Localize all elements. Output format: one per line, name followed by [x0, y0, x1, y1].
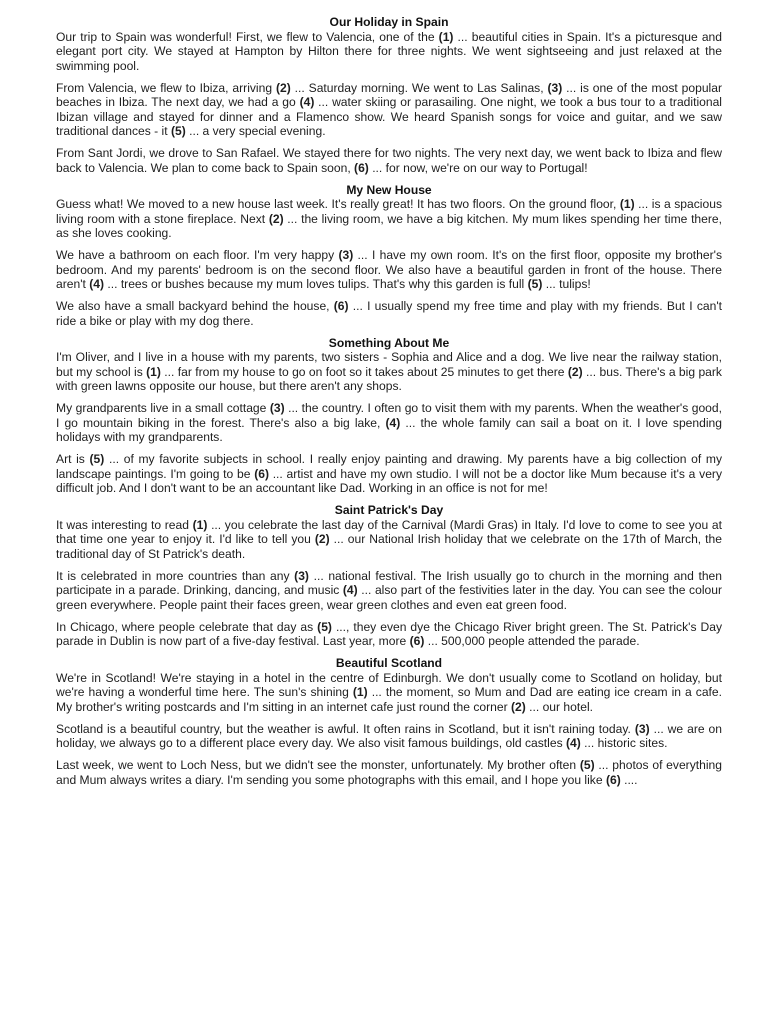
- text-run: ... is a spacious living room with a stone fireplace. Next: [56, 197, 722, 226]
- text-run: ... is one of the most popular beaches in Ibiza. The next day, we had a go: [56, 80, 723, 109]
- gap-number: (4): [89, 277, 105, 291]
- gap-number: (2): [511, 699, 526, 714]
- text-section: [56, 336, 722, 496]
- text-run: ... far from my house to go on foot so it takes about 25 minutes to get there: [160, 364, 568, 379]
- paragraph: [56, 146, 722, 175]
- paragraph: [56, 248, 722, 292]
- text-run: ... our hotel.: [525, 699, 594, 714]
- text-run: ... a very special evening.: [185, 124, 326, 138]
- text-run: ... for now, we're on our way to Portugal!: [368, 160, 588, 175]
- paragraph: [56, 452, 722, 496]
- paragraph: [56, 299, 722, 328]
- text-run: ... the whole family can sail a boat on it. I love spending holidays with my grandparents.: [56, 415, 723, 444]
- text-section: [56, 503, 722, 649]
- paragraph: [56, 518, 722, 562]
- gap-number: (5): [579, 758, 595, 772]
- text-run: ... our National Irish holiday that we celebrate on the 17th of March, the traditional day of St Patrick's death.: [56, 532, 722, 561]
- section-title: Saint Patrick's Day: [334, 503, 444, 517]
- paragraph: [56, 722, 722, 751]
- paragraph: [56, 30, 722, 74]
- text-run: ... artist and have my own studio. I will not be a doctor like Mum because it's a very difficult job. And I don't want to be an accountant like Dad. Working in an office is not for me!: [56, 466, 722, 495]
- gap-number: (6): [605, 772, 621, 787]
- gap-number: (3): [634, 721, 650, 736]
- text-run: Our trip to Spain was wonderful! First, we flew to Valencia, one of the: [56, 29, 439, 44]
- text-run: ... we are on holiday, we always go to a different place every day. We also visit famous buildings, old castles: [56, 721, 722, 750]
- gap-number: (5): [89, 452, 105, 466]
- paragraph: [56, 620, 722, 649]
- text-run: ... I usually spend my free time and play with my friends. But I can't ride a bike or play with my dog there.: [56, 299, 723, 328]
- text-section: [56, 656, 722, 787]
- gap-number: (4): [342, 583, 358, 597]
- gap-number: (4): [385, 415, 401, 430]
- text-run: In Chicago, where people celebrate that day as: [56, 619, 318, 634]
- text-run: My grandparents live in a small cottage: [56, 401, 270, 415]
- text-run: It was interesting to read: [56, 517, 193, 532]
- text-run: Art is: [56, 452, 90, 466]
- gap-number: (1): [438, 29, 454, 44]
- paragraph: [56, 81, 722, 139]
- worksheet-page: [56, 15, 722, 795]
- text-run: ... the country. I often go to visit them with my parents. When the weather's good, I go mountain biking in the forest. There's also a big lake,: [56, 401, 722, 430]
- text-run: Last week, we went to Loch Ness, but we didn't see the monster, unfortunately. My brother often: [56, 758, 580, 772]
- text-run: It is celebrated in more countries than any: [56, 568, 295, 583]
- gap-number: (5): [317, 619, 332, 634]
- paragraph: [56, 671, 722, 715]
- gap-number: (3): [338, 248, 354, 262]
- text-run: ..., they even dye the Chicago River bright green. The St. Patrick's Day parade in Dublin is now part of a five-day festival. Last year, more: [56, 619, 722, 648]
- text-run: I'm Oliver, and I live in a house with my parents, two sisters - Sophia and Alice and a dog. We live near the railway station, but my school is: [56, 350, 722, 379]
- text-run: ....: [620, 772, 638, 787]
- text-run: We have a bathroom on each floor. I'm very happy: [56, 248, 339, 262]
- text-run: We're in Scotland! We're staying in a hotel in the centre of Edinburgh. We don't usually come to Scotland on holiday, but we're having a wonderful time here. The sun's shining: [56, 670, 722, 699]
- gap-number: (3): [294, 568, 309, 583]
- text-run: ... tulips!: [542, 277, 591, 291]
- text-run: Scotland is a beautiful country, but the weather is awful. It often rains in Scotland, but it isn't raining today.: [56, 721, 635, 736]
- text-run: ... of my favorite subjects in school. I really enjoy painting and drawing. My parents have a big collection of my landscape paintings. I'm going to be: [56, 452, 722, 481]
- gap-number: (3): [269, 401, 285, 415]
- gap-number: (2): [268, 211, 284, 226]
- text-run: ... bus. There's a big park with green lawns opposite our house, but there aren't any shops.: [56, 364, 722, 393]
- gap-number: (1): [146, 364, 161, 379]
- text-run: ... the living room, we have a big kitchen. My mum likes spending her time there, as she loves cooking.: [56, 211, 722, 240]
- text-run: ... historic sites.: [580, 736, 668, 750]
- text-section: [56, 15, 722, 175]
- paragraph: [56, 197, 722, 241]
- gap-number: (4): [299, 95, 315, 109]
- gap-number: (2): [275, 80, 291, 95]
- gap-number: (1): [192, 517, 208, 532]
- gap-number: (4): [566, 736, 581, 750]
- text-run: ... beautiful cities in Spain. It's a picturesque and elegant port city. We stayed at Hampton by Hilton there for three nights. We went sightseeing and just relaxed at the swimming pool.: [56, 29, 723, 73]
- gap-number: (1): [619, 197, 635, 211]
- gap-number: (5): [527, 277, 543, 291]
- text-section: [56, 183, 722, 329]
- gap-number: (3): [547, 80, 563, 95]
- text-run: ... 500,000 people attended the parade.: [424, 634, 640, 648]
- paragraph: [56, 350, 722, 394]
- text-run: ... you celebrate the last day of the Carnival (Mardi Gras) in Italy. I'd love to come to see you at that time one year to enjoy it. I'd like to tell you: [56, 517, 722, 546]
- text-run: Guess what! We moved to a new house last week. It's really great! It has two floors. On the ground floor,: [56, 197, 620, 211]
- gap-number: (6): [354, 160, 369, 175]
- gap-number: (6): [409, 634, 425, 648]
- paragraph: [56, 401, 722, 445]
- gap-number: (5): [170, 124, 186, 138]
- section-title: Our Holiday in Spain: [329, 15, 449, 29]
- gap-number: (6): [254, 466, 269, 481]
- text-run: ... water skiing or parasailing. One night, we took a bus tour to a traditional Ibizan village and stayed for dinner and a Flamenco show. We heard Spanish songs for voice and guitar, and we saw traditional dances - it: [56, 95, 722, 138]
- text-run: From Valencia, we flew to Ibiza, arriving: [56, 80, 276, 95]
- text-run: ... the moment, so Mum and Dad are eating ice cream in a cafe. My brother's writing postcards and I'm sitting in an internet cafe just round the corner: [56, 685, 723, 714]
- text-run: ... Saturday morning. We went to Las Salinas,: [290, 80, 548, 95]
- text-run: ... national festival. The Irish usually go to church in the morning and then participate in a parade. Drinking, dancing, and music: [56, 568, 722, 597]
- text-run: We also have a small backyard behind the house,: [56, 299, 334, 313]
- text-run: ... I have my own room. It's on the first floor, opposite my brother's bedroom. And my parents' bedroom is on the second floor. We also have a beautiful garden in front of the house. There aren't: [56, 248, 722, 291]
- text-run: ... photos of everything and Mum always writes a diary. I'm sending you some photographs with this email, and I hope you like: [56, 758, 722, 787]
- text-run: ... trees or bushes because my mum loves tulips. That's why this garden is full: [104, 277, 528, 291]
- text-run: From Sant Jordi, we drove to San Rafael. We stayed there for two nights. The very next day, we went back to Ibiza and flew back to Valencia. We plan to come back to Spain soon,: [56, 146, 722, 175]
- gap-number: (1): [352, 685, 368, 699]
- gap-number: (2): [567, 364, 583, 379]
- section-title: My New House: [346, 182, 432, 197]
- section-title: Something About Me: [328, 335, 450, 350]
- text-run: ... also part of the festivities later in the day. You can see the colour green everywhere. People paint their faces green, wear green clothes and even eat green food.: [56, 583, 722, 612]
- paragraph: [56, 758, 722, 787]
- paragraph: [56, 569, 722, 613]
- section-title: Beautiful Scotland: [335, 656, 443, 670]
- gap-number: (2): [314, 532, 330, 546]
- gap-number: (6): [333, 299, 349, 313]
